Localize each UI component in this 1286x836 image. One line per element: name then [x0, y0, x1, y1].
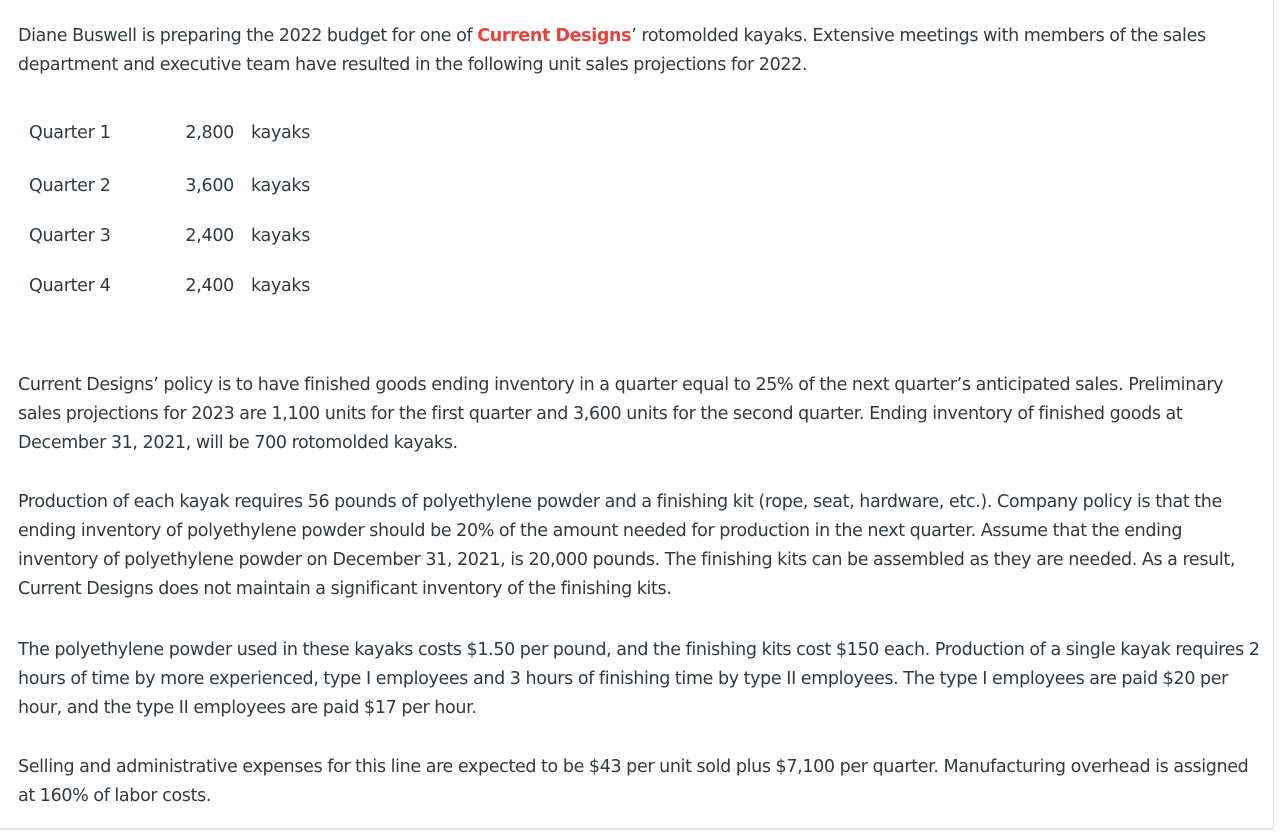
intro-text-end: ’ rotomolded kayaks. Extensive meetings with members of the sales department and executive team have resulted in the following unit sales projections for 2022. [18, 26, 1206, 75]
cost-details-paragraph: The polyethylene powder used in these kayaks costs $1.50 per pound, and the finishing kits cost $150 each. Production of a single kayak requires 2 hours of time by more experienced, type I employees and 3 hours of finishing time by type II employees. The type I employees are paid $20 per hour, and the type II employees are paid $17 per hour. [18, 640, 1260, 718]
quarter-label: Quarter 2 [29, 176, 111, 196]
production-requirements-paragraph: Production of each kayak requires 56 pounds of polyethylene powder and a finishing kit (rope, seat, hardware, etc.). Company policy is that the ending inventory of polyethylene powder should be 20% of the amount needed for production in the next quarter. Assume that the ending inventory of polyethylene powder on December 31, 2021, is 20,000 pounds. The finishing kits can be assembled as they are needed. As a result, Current Designs does not maintain a significant inventory of the finishing kits. [18, 492, 1236, 599]
unit-count: 2,400 [185, 226, 234, 246]
quarter-label: Quarter 4 [29, 276, 111, 296]
intro-text-start: Diane Buswell is preparing the 2022 budget for one of [18, 26, 478, 46]
unit-label: kayaks [251, 176, 311, 196]
company-name-highlight: Current Designs [477, 26, 632, 46]
unit-count: 3,600 [185, 176, 234, 196]
unit-count: 2,800 [185, 123, 234, 143]
unit-label: kayaks [251, 226, 311, 246]
quarter-label: Quarter 3 [29, 226, 111, 246]
intro-paragraph [18, 22, 1263, 80]
quarter-label: Quarter 1 [29, 123, 111, 143]
unit-count: 2,400 [185, 276, 234, 296]
selling-expenses-paragraph: Selling and administrative expenses for this line are expected to be $43 per unit sold plus $7,100 per quarter. Manufacturing overhead is assigned at 160% of labor costs. [18, 757, 1249, 806]
unit-label: kayaks [251, 276, 311, 296]
unit-label: kayaks [251, 123, 311, 143]
inventory-policy-paragraph: Current Designs’ policy is to have finished goods ending inventory in a quarter equal to 25% of the next quarter’s anticipated sales. Preliminary sales projections for 2023 are 1,100 units for the first quarter and 3,600 units for the second quarter. Ending inventory of finished goods at December 31, 2021, will be 700 rotomolded kayaks. [18, 375, 1224, 453]
